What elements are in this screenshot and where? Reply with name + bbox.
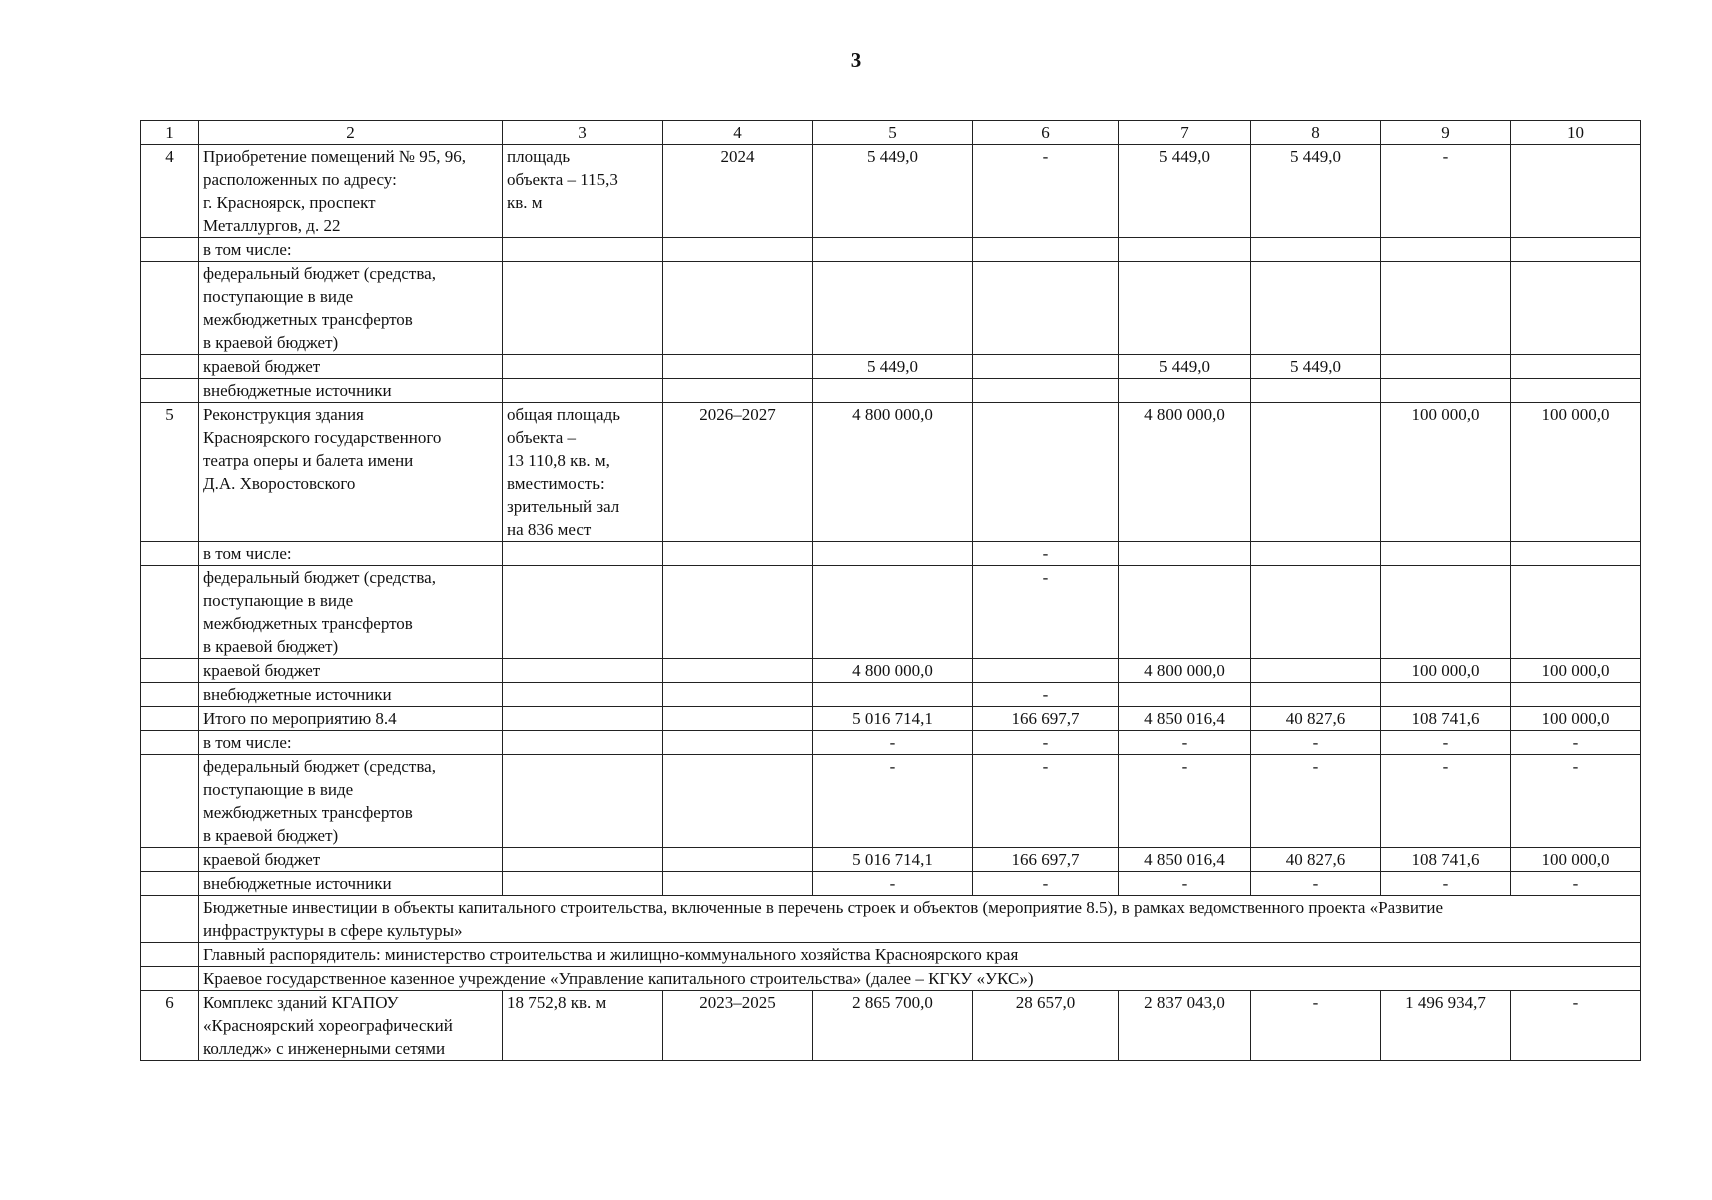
table-cell-col-10: - <box>1511 872 1641 896</box>
table-cell-col-3 <box>503 848 663 872</box>
table-cell-col-1 <box>141 566 199 659</box>
table-cell-col-2: краевой бюджет <box>199 659 503 683</box>
table-cell-col-3: 18 752,8 кв. м <box>503 991 663 1061</box>
table-cell-col-2: в том числе: <box>199 731 503 755</box>
table-cell-col-8 <box>1251 683 1381 707</box>
table-cell-col-1 <box>141 755 199 848</box>
table-cell-col-4 <box>663 262 813 355</box>
table-cell-col-1 <box>141 896 199 943</box>
table-cell-col-2: федеральный бюджет (средства, поступающие в виде межбюджетных трансфертов в краевой бюджет) <box>199 755 503 848</box>
table-cell-col-4 <box>663 379 813 403</box>
table-cell-col-2: краевой бюджет <box>199 355 503 379</box>
table-cell-col-10: 100 000,0 <box>1511 403 1641 542</box>
table-section-row <box>141 943 1641 967</box>
table-cell-col-6 <box>973 262 1119 355</box>
table-cell-col-7 <box>1119 238 1251 262</box>
table-header-row <box>141 121 1641 145</box>
table-cell-col-1: 6 <box>141 991 199 1061</box>
table-row <box>141 991 1641 1061</box>
table-row <box>141 566 1641 659</box>
table-cell-col-2: в том числе: <box>199 542 503 566</box>
table-cell-col-1 <box>141 731 199 755</box>
table-cell-col-5 <box>813 566 973 659</box>
table-cell-col-3 <box>503 542 663 566</box>
table-cell-col-3 <box>503 755 663 848</box>
table-cell-col-6: - <box>973 145 1119 238</box>
table-cell-col-2: Комплекс зданий КГАПОУ «Красноярский хореографический колледж» с инженерными сетями <box>199 991 503 1061</box>
table-cell-col-1 <box>141 379 199 403</box>
table-cell-col-2: Приобретение помещений № 95, 96, расположенных по адресу: г. Красноярск, проспект Металлургов, д. 22 <box>199 145 503 238</box>
table-cell-col-4: 4 <box>663 121 813 145</box>
section-heading-cell: Бюджетные инвестиции в объекты капитального строительства, включенные в перечень строек и объектов (мероприятие 8.5), в рамках ведомственного проекта «Развитие инфраструктуры в сфере культуры» <box>199 896 1641 943</box>
table-cell-col-10: - <box>1511 731 1641 755</box>
table-cell-col-9 <box>1381 238 1511 262</box>
table-cell-col-4 <box>663 872 813 896</box>
table-cell-col-10: - <box>1511 991 1641 1061</box>
table-cell-col-9: - <box>1381 755 1511 848</box>
table-cell-col-1: 4 <box>141 145 199 238</box>
table-cell-col-6: - <box>973 731 1119 755</box>
table-row <box>141 707 1641 731</box>
table-cell-col-1 <box>141 355 199 379</box>
table-row <box>141 848 1641 872</box>
table-cell-col-2: внебюджетные источники <box>199 872 503 896</box>
table-cell-col-8: 8 <box>1251 121 1381 145</box>
table-cell-col-10: 100 000,0 <box>1511 848 1641 872</box>
table-cell-col-6: 166 697,7 <box>973 707 1119 731</box>
table-cell-col-10: - <box>1511 755 1641 848</box>
table-cell-col-2: 2 <box>199 121 503 145</box>
table-cell-col-1 <box>141 872 199 896</box>
table-cell-col-3 <box>503 238 663 262</box>
table-cell-col-9 <box>1381 355 1511 379</box>
table-cell-col-4 <box>663 355 813 379</box>
table-cell-col-7 <box>1119 262 1251 355</box>
table-cell-col-3 <box>503 731 663 755</box>
table-cell-col-5: 5 449,0 <box>813 355 973 379</box>
table-cell-col-8 <box>1251 403 1381 542</box>
table-cell-col-6: - <box>973 542 1119 566</box>
table-cell-col-9: 1 496 934,7 <box>1381 991 1511 1061</box>
table-row <box>141 355 1641 379</box>
table-cell-col-2: Итого по мероприятию 8.4 <box>199 707 503 731</box>
table-cell-col-4 <box>663 566 813 659</box>
table-cell-col-2: в том числе: <box>199 238 503 262</box>
table-cell-col-5: 4 800 000,0 <box>813 659 973 683</box>
table-row <box>141 872 1641 896</box>
table-cell-col-3: общая площадь объекта – 13 110,8 кв. м, вместимость: зрительный зал на 836 мест <box>503 403 663 542</box>
table-cell-col-7 <box>1119 566 1251 659</box>
table-cell-col-8 <box>1251 659 1381 683</box>
table-row <box>141 755 1641 848</box>
table-cell-col-10 <box>1511 379 1641 403</box>
table-cell-col-9: 108 741,6 <box>1381 707 1511 731</box>
table-cell-col-10 <box>1511 542 1641 566</box>
table-row <box>141 379 1641 403</box>
table-cell-col-7: 5 449,0 <box>1119 355 1251 379</box>
table-row <box>141 542 1641 566</box>
table-cell-col-2: краевой бюджет <box>199 848 503 872</box>
page-number: 3 <box>850 48 862 72</box>
table-cell-col-6 <box>973 355 1119 379</box>
table-cell-col-6 <box>973 238 1119 262</box>
table-cell-col-8 <box>1251 542 1381 566</box>
table-cell-col-8 <box>1251 262 1381 355</box>
table-cell-col-8: - <box>1251 991 1381 1061</box>
table-cell-col-1 <box>141 659 199 683</box>
table-cell-col-7: 4 800 000,0 <box>1119 403 1251 542</box>
table-cell-col-9 <box>1381 262 1511 355</box>
table-cell-col-7: 2 837 043,0 <box>1119 991 1251 1061</box>
table-cell-col-1 <box>141 262 199 355</box>
table-cell-col-5: - <box>813 872 973 896</box>
table-cell-col-7: - <box>1119 755 1251 848</box>
table-cell-col-7: - <box>1119 731 1251 755</box>
table-cell-col-9: - <box>1381 145 1511 238</box>
table-cell-col-9: - <box>1381 731 1511 755</box>
table-cell-col-10: 10 <box>1511 121 1641 145</box>
table-row <box>141 659 1641 683</box>
table-cell-col-9: 9 <box>1381 121 1511 145</box>
section-heading-cell: Краевое государственное казенное учреждение «Управление капитального строительства» (далее – КГКУ «УКС») <box>199 967 1641 991</box>
table-cell-col-1 <box>141 707 199 731</box>
table-cell-col-2: внебюджетные источники <box>199 379 503 403</box>
table-cell-col-8: 40 827,6 <box>1251 707 1381 731</box>
table-cell-col-8 <box>1251 566 1381 659</box>
table-cell-col-8: 5 449,0 <box>1251 355 1381 379</box>
table-cell-col-5: 5 <box>813 121 973 145</box>
table-row <box>141 145 1641 238</box>
table-cell-col-6: - <box>973 755 1119 848</box>
table-cell-col-6: 166 697,7 <box>973 848 1119 872</box>
table-cell-col-1 <box>141 238 199 262</box>
table-cell-col-2: федеральный бюджет (средства, поступающие в виде межбюджетных трансфертов в краевой бюджет) <box>199 262 503 355</box>
table-cell-col-8 <box>1251 379 1381 403</box>
table-cell-col-4 <box>663 707 813 731</box>
table-cell-col-2: федеральный бюджет (средства, поступающие в виде межбюджетных трансфертов в краевой бюджет) <box>199 566 503 659</box>
table-cell-col-5 <box>813 262 973 355</box>
table-cell-col-4 <box>663 238 813 262</box>
table-cell-col-3 <box>503 872 663 896</box>
table-cell-col-3 <box>503 683 663 707</box>
table-row <box>141 262 1641 355</box>
table-cell-col-2: Реконструкция здания Красноярского государственного театра оперы и балета имени Д.А. Хворостовского <box>199 403 503 542</box>
table-cell-col-5: - <box>813 731 973 755</box>
table-cell-col-8: - <box>1251 872 1381 896</box>
table-cell-col-8: 5 449,0 <box>1251 145 1381 238</box>
table-cell-col-9: 108 741,6 <box>1381 848 1511 872</box>
table-row <box>141 683 1641 707</box>
table-cell-col-7: 4 850 016,4 <box>1119 707 1251 731</box>
table-cell-col-2: внебюджетные источники <box>199 683 503 707</box>
table-cell-col-9 <box>1381 566 1511 659</box>
table-cell-col-4: 2023–2025 <box>663 991 813 1061</box>
table-cell-col-3 <box>503 707 663 731</box>
table-cell-col-1 <box>141 848 199 872</box>
table-cell-col-1 <box>141 683 199 707</box>
table-cell-col-5 <box>813 542 973 566</box>
table-cell-col-6 <box>973 379 1119 403</box>
table-cell-col-5: - <box>813 755 973 848</box>
table-cell-col-3: площадь объекта – 115,3 кв. м <box>503 145 663 238</box>
table-cell-col-7: - <box>1119 872 1251 896</box>
table-cell-col-10 <box>1511 145 1641 238</box>
table-cell-col-1: 1 <box>141 121 199 145</box>
table-cell-col-7: 4 850 016,4 <box>1119 848 1251 872</box>
table-cell-col-10 <box>1511 683 1641 707</box>
table-cell-col-6 <box>973 403 1119 542</box>
table-cell-col-1 <box>141 542 199 566</box>
table-cell-col-8: - <box>1251 731 1381 755</box>
table-cell-col-3 <box>503 659 663 683</box>
table-cell-col-3 <box>503 262 663 355</box>
table-cell-col-6: 28 657,0 <box>973 991 1119 1061</box>
table-cell-col-5: 5 016 714,1 <box>813 848 973 872</box>
table-cell-col-6: - <box>973 566 1119 659</box>
table-cell-col-4 <box>663 659 813 683</box>
table-cell-col-1 <box>141 943 199 967</box>
table-cell-col-10: 100 000,0 <box>1511 659 1641 683</box>
table-cell-col-8: - <box>1251 755 1381 848</box>
table-cell-col-9: - <box>1381 872 1511 896</box>
table-cell-col-6: - <box>973 683 1119 707</box>
table-cell-col-5 <box>813 683 973 707</box>
table-cell-col-6: 6 <box>973 121 1119 145</box>
table-cell-col-4 <box>663 683 813 707</box>
table-cell-col-5: 5 016 714,1 <box>813 707 973 731</box>
table-cell-col-7: 5 449,0 <box>1119 145 1251 238</box>
table-cell-col-1 <box>141 967 199 991</box>
table-cell-col-4 <box>663 848 813 872</box>
table-cell-col-10: 100 000,0 <box>1511 707 1641 731</box>
table-cell-col-9 <box>1381 379 1511 403</box>
table-cell-col-10 <box>1511 238 1641 262</box>
table-cell-col-5 <box>813 379 973 403</box>
table-row <box>141 238 1641 262</box>
table-row <box>141 731 1641 755</box>
table-section-row <box>141 967 1641 991</box>
table-cell-col-7 <box>1119 542 1251 566</box>
table-cell-col-7 <box>1119 379 1251 403</box>
table-cell-col-8: 40 827,6 <box>1251 848 1381 872</box>
table-section-row <box>141 896 1641 943</box>
table-cell-col-3: 3 <box>503 121 663 145</box>
table-cell-col-9 <box>1381 683 1511 707</box>
table-cell-col-4 <box>663 542 813 566</box>
table-cell-col-6: - <box>973 872 1119 896</box>
table-cell-col-3 <box>503 379 663 403</box>
table-cell-col-10 <box>1511 566 1641 659</box>
table-cell-col-5: 4 800 000,0 <box>813 403 973 542</box>
table-cell-col-7: 4 800 000,0 <box>1119 659 1251 683</box>
table-cell-col-4 <box>663 755 813 848</box>
table-cell-col-4: 2024 <box>663 145 813 238</box>
table-cell-col-5 <box>813 238 973 262</box>
table-cell-col-9: 100 000,0 <box>1381 659 1511 683</box>
table-cell-col-5: 5 449,0 <box>813 145 973 238</box>
budget-table <box>140 120 1641 1061</box>
section-heading-cell: Главный распорядитель: министерство строительства и жилищно-коммунального хозяйства Красноярского края <box>199 943 1641 967</box>
table-cell-col-3 <box>503 566 663 659</box>
table-cell-col-1: 5 <box>141 403 199 542</box>
table-row <box>141 403 1641 542</box>
table-cell-col-8 <box>1251 238 1381 262</box>
table-cell-col-10 <box>1511 262 1641 355</box>
table-cell-col-9: 100 000,0 <box>1381 403 1511 542</box>
table-cell-col-6 <box>973 659 1119 683</box>
table-cell-col-7 <box>1119 683 1251 707</box>
table-cell-col-5: 2 865 700,0 <box>813 991 973 1061</box>
table-cell-col-9 <box>1381 542 1511 566</box>
table-cell-col-7: 7 <box>1119 121 1251 145</box>
table-cell-col-4 <box>663 731 813 755</box>
table-cell-col-3 <box>503 355 663 379</box>
table-cell-col-4: 2026–2027 <box>663 403 813 542</box>
table-cell-col-10 <box>1511 355 1641 379</box>
